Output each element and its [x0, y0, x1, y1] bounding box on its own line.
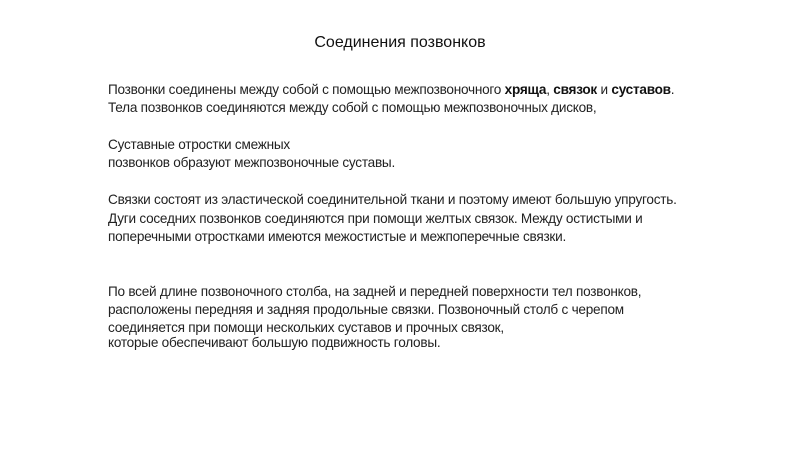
- paragraph-line: которые обеспечивают большую подвижность головы.: [108, 335, 441, 350]
- paragraph-line: Связки состоят из эластической соединительной ткани и поэтому имеют большую упругость.: [108, 192, 677, 207]
- paragraph-line: поперечными отростками имеются межостистые и межпоперечные связки.: [108, 229, 566, 244]
- text: и: [596, 82, 612, 97]
- bold-term: суставов: [611, 82, 671, 97]
- paragraph-line: Дуги соседних позвонков соединяются при помощи желтых связок. Между остистыми и: [108, 211, 643, 226]
- paragraph-line: позвонков образуют межпозвоночные суставы.: [108, 155, 395, 170]
- paragraph-line: [108, 82, 674, 98]
- bold-term: хряща: [504, 82, 547, 97]
- text: Позвонки соединены между собой с помощью межпозвоночного: [108, 82, 505, 97]
- bold-term: связок: [553, 82, 597, 97]
- paragraph-line: соединяется при помощи нескольких суставов и прочных связок,: [108, 320, 504, 335]
- paragraph-line: Тела позвонков соединяются между собой с помощью межпозвоночных дисков,: [108, 100, 597, 115]
- paragraph-line: По всей длине позвоночного столба, на задней и передней поверхности тел позвонков,: [108, 284, 642, 299]
- paragraph-line: расположены передняя и задняя продольные связки. Позвоночный столб с черепом: [108, 302, 624, 317]
- text: .: [670, 82, 675, 97]
- slide-title: Соединения позвонков: [314, 34, 486, 51]
- paragraph-line: Суставные отростки смежных: [108, 137, 290, 152]
- text: ,: [546, 82, 554, 97]
